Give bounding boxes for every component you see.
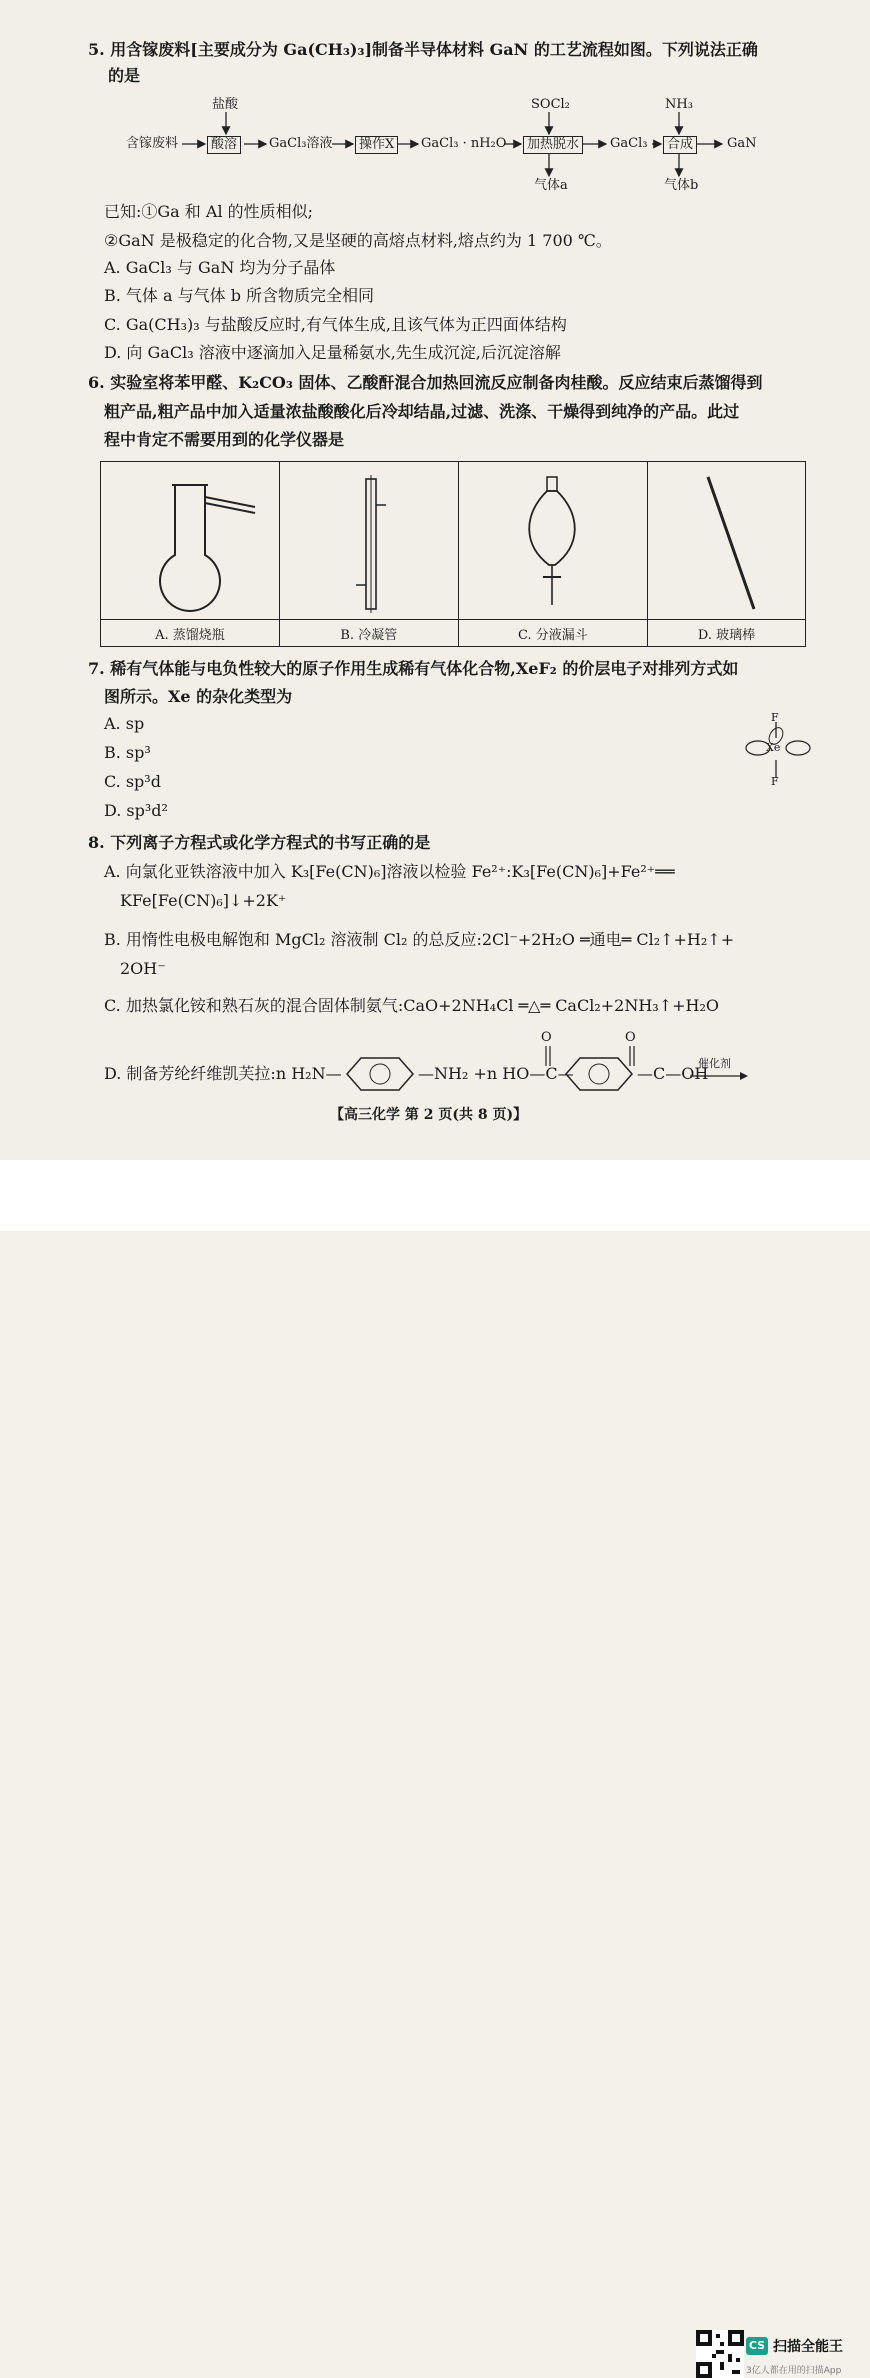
apparatus-separatory-funnel: [458, 462, 647, 620]
apparatus-glass-rod: [648, 462, 806, 620]
separatory-funnel-icon: [463, 465, 643, 615]
q6-stem-line2: 粗产品,粗产品中加入适量浓盐酸酸化后冷却结晶,过滤、洗涤、干燥得到纯净的产品。此过: [104, 402, 740, 421]
flow-reagent-nh3: NH₃: [665, 97, 693, 112]
q8-option-d-mid2: —C—OH: [637, 1064, 709, 1083]
q8-stem: 8. 下列离子方程式或化学方程式的书写正确的是: [88, 833, 431, 852]
q8-option-b-line1: B. 用惰性电极电解饱和 MgCl₂ 溶液制 Cl₂ 的总反应:2Cl⁻+2H₂O ═通电═ Cl₂↑+H₂↑+: [104, 930, 735, 949]
q8-option-a-line1: A. 向氯化亚铁溶液中加入 K₃[Fe(CN)₆]溶液以检验 Fe²⁺:K₃[Fe(CN)₆]+Fe²⁺══: [104, 862, 675, 881]
flow-reagent-hcl: 盐酸: [212, 97, 239, 112]
q5-stem-line1: 5. 用含镓废料[主要成分为 Ga(CH₃)₃]制备半导体材料 GaN 的工艺流程如图。下列说法正确: [88, 40, 758, 59]
camscanner-tagline: 3亿人都在用的扫描App: [746, 2366, 842, 2376]
q6-stem-line3: 程中肯定不需要用到的化学仪器是: [104, 430, 345, 449]
flow-box-synthesis: 合成: [663, 136, 697, 154]
q8-catalyst: 催化剂: [698, 1057, 731, 1070]
xef2-f-bottom: F: [771, 775, 779, 788]
q7-stem-line1: 7. 稀有气体能与电负性较大的原子作用生成稀有气体化合物,XeF₂ 的价层电子对排列方式如: [88, 659, 739, 678]
apparatus-condenser: [279, 462, 458, 620]
flow-start: 含镓废料: [126, 136, 179, 151]
flow-box-dehydrate: 加热脱水: [523, 136, 583, 154]
q8-option-d-mid1: —NH₂ +n HO—C—: [418, 1064, 574, 1083]
caption-a: A. 蒸馏烧瓶: [101, 620, 280, 647]
caption-d: D. 玻璃棒: [648, 620, 806, 647]
benzene-ring-1: [343, 1052, 417, 1096]
xef2-xe: Xe: [766, 741, 781, 754]
q7-option-a: A. sp: [104, 714, 145, 733]
flow-box-operation-x: 操作X: [355, 136, 398, 154]
q5-known-1: 已知:①Ga 和 Al 的性质相似;: [104, 202, 314, 221]
q5-option-a: A. GaCl₃ 与 GaN 均为分子晶体: [104, 258, 336, 277]
xef2-orbitals: [742, 708, 822, 798]
distillation-flask-icon: [105, 465, 275, 615]
q5-known-2: ②GaN 是极稳定的化合物,又是坚硬的高熔点材料,熔点约为 1 700 ℃。: [104, 231, 612, 250]
flow-end-gan: GaN: [727, 136, 757, 151]
q5-option-c: C. Ga(CH₃)₃ 与盐酸反应时,有气体生成,且该气体为正四面体结构: [104, 315, 567, 334]
q8-carbonyl-o-1: O: [541, 1030, 552, 1045]
q7-stem-line2: 图所示。Xe 的杂化类型为: [104, 687, 293, 706]
double-bond-2: [627, 1044, 637, 1068]
scanner-bar: [0, 1160, 870, 2376]
q8-option-c: C. 加热氯化铵和熟石灰的混合固体制氨气:CaO+2NH₄Cl ═△═ CaCl₂+2NH₃↑+H₂O: [104, 996, 719, 1015]
flow-gas-b: 气体b: [664, 178, 699, 193]
camscanner-logo: CS: [746, 2337, 768, 2355]
exam-page: [0, 0, 870, 1160]
q7-option-b: B. sp³: [104, 743, 151, 762]
q8-option-d-prefix: D. 制备芳纶纤维凯芙拉:n H₂N—: [104, 1064, 342, 1083]
q7-option-c: C. sp³d: [104, 772, 161, 791]
flow-gas-a: 气体a: [534, 178, 568, 193]
flow-gacl3-solution: GaCl₃溶液: [269, 136, 333, 151]
q6-stem-line1: 6. 实验室将苯甲醛、K₂CO₃ 固体、乙酸酐混合加热回流反应制备肉桂酸。反应结束后蒸馏得到: [88, 373, 763, 392]
camscanner-name: 扫描全能王: [773, 2339, 843, 2355]
q7-option-d: D. sp³d²: [104, 801, 168, 820]
reaction-arrow: [690, 1070, 750, 1082]
benzene-ring-2: [562, 1052, 636, 1096]
glass-rod-icon: [652, 465, 802, 615]
xef2-f-top: F: [771, 711, 779, 724]
apparatus-distillation-flask: [101, 462, 280, 620]
q5-stem-line2: 的是: [108, 66, 141, 85]
q5-option-b: B. 气体 a 与气体 b 所含物质完全相同: [104, 286, 375, 305]
caption-c: C. 分液漏斗: [458, 620, 647, 647]
condenser-icon: [284, 465, 454, 615]
q5-option-d: D. 向 GaCl₃ 溶液中逐滴加入足量稀氨水,先生成沉淀,后沉淀溶解: [104, 343, 561, 362]
flow-reagent-socl2: SOCl₂: [531, 97, 570, 112]
flow-gacl3-hydrate: GaCl₃ · nH₂O: [421, 136, 507, 151]
caption-b: B. 冷凝管: [279, 620, 458, 647]
q8-option-a-line2: KFe[Fe(CN)₆]↓+2K⁺: [120, 891, 287, 910]
qr-code-icon: [696, 2330, 744, 2378]
apparatus-table: [100, 461, 806, 647]
flow-gacl3: GaCl₃: [610, 136, 648, 151]
flow-box-acid-dissolve: 酸溶: [207, 136, 241, 154]
page-footer: 【高三化学 第 2 页(共 8 页)】: [330, 1107, 528, 1123]
q8-carbonyl-o-2: O: [625, 1030, 636, 1045]
q8-option-b-line2: 2OH⁻: [120, 959, 166, 978]
double-bond-1: [543, 1044, 553, 1068]
